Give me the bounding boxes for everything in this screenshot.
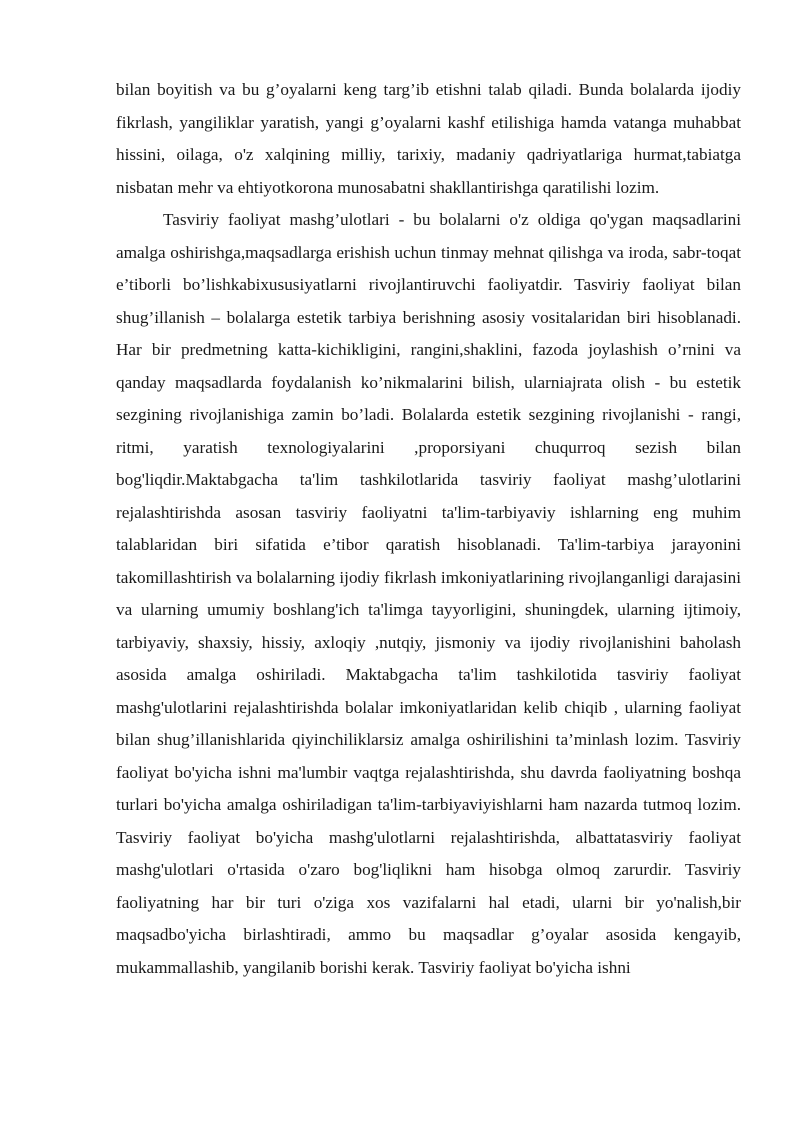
paragraph-continuation: bilan boyitish va bu g’oyalarni keng targ’ib etishni talab qiladi. Bunda bolalarda ijodiy fikrlash, yangiliklar yaratish, yangi g’oyalarni kashf etilishiga hamda vatanga muhabbat hissini, oilaga, o'z xalqining milliy, tarixiy, madaniy qadriyatlariga hurmat,tabiatga nisbatan mehr va ehtiyotkorona munosabatni shakllantirishga qaratilishi lozim.	[116, 80, 741, 197]
paragraph-tasviriy-faoliyat: Tasviriy faoliyat mashg’ulotlari - bu bolalarni o'z oldiga qo'ygan maqsadlarini amalga oshirishga,maqsadlarga erishish uchun tinmay mehnat qilishga va iroda, sabr-toqat e’tiborli bo’lishkabixususiyatlarni rivojlantiruvchi faoliyatdir. Tasviriy faoliyat bilan shug’illanish – bolalarga estetik tarbiya berishning asosiy vositalaridan biri hisoblanadi. Har bir predmetning katta-kichikligini, rangini,shaklini, fazoda joylashish o’rnini va qanday maqsadlarda foydalanish ko’nikmalarini bilish, ularniajrata olish - bu estetik sezgining rivojlanishiga zamin bo’ladi. Bolalarda estetik sezgining rivojlanishi - rangi, ritmi, yaratish texnologiyalarini ,proporsiyani chuqurroq sezish bilan bog'liqdir.Maktabgacha ta'lim tashkilotlarida tasviriy faoliyat mashg’ulotlarini rejalashtirishda asosan tasviriy faoliyatni ta'lim-tarbiyaviy ishlarning eng muhim talablaridan biri sifatida e’tibor qaratish hisoblanadi. Ta'lim-tarbiya jarayonini takomillashtirish va bolalarning ijodiy fikrlash imkoniyatlarining rivojlanganligi darajasini va ularning umumiy boshlang'ich ta'limga tayyorligini, shuningdek, ularning ijtimoiy, tarbiyaviy, shaxsiy, hissiy, axloqiy ,nutqiy, jismoniy va ijodiy rivojlanishini baholash asosida amalga oshiriladi. Maktabgacha ta'lim tashkilotida tasviriy faoliyat mashg'ulotlarini rejalashtirishda bolalar imkoniyatlaridan kelib chiqib , ularning faoliyat bilan shug’illanishlarida qiyinchiliklarsiz amalga oshirilishini ta’minlash lozim. Tasviriy faoliyat bo'yicha ishni ma'lumbir vaqtga rejalashtirishda, shu davrda faoliyatning boshqa turlari bo'yicha amalga oshiriladigan ta'lim-tarbiyaviyishlarni ham nazarda tutmoq lozim. Tasviriy faoliyat bo'yicha mashg'ulotlarni rejalashtirishda, albattatasviriy faoliyat mashg'ulotlari o'rtasida o'zaro bog'liqlikni ham hisobga olmoq zarurdir. Tasviriy faoliyatning har bir turi o'ziga xos vazifalarni hal etadi, ularni bir yo'nalish,bir maqsadbo'yicha birlashtiradi, ammo bu maqsadlar g’oyalar asosida kengayib, mukammallashib, yangilanib borishi kerak. Tasviriy faoliyat bo'yicha ishni	[116, 210, 741, 977]
document-page	[116, 74, 741, 984]
